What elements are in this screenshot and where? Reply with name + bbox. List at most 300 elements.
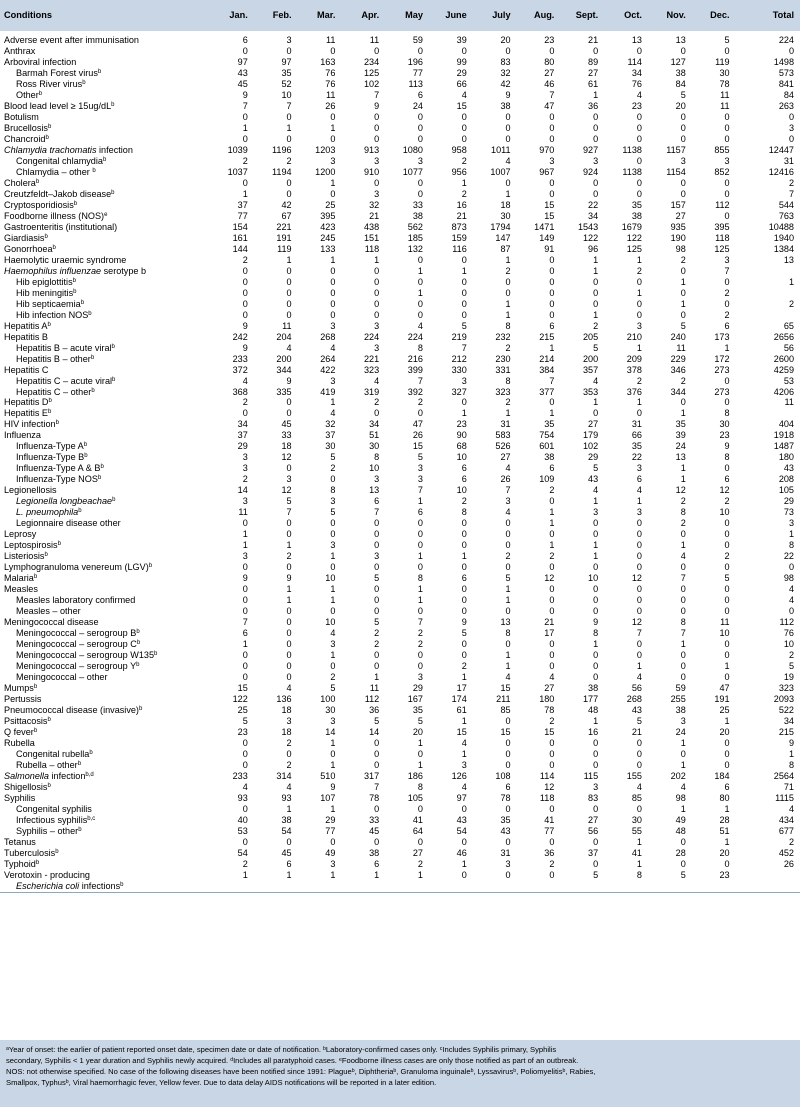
value-cell: 376 [626, 386, 642, 397]
table-row [0, 837, 800, 848]
value-cell: 45 [237, 78, 248, 89]
value-cell: 76 [631, 78, 642, 89]
value-cell: 0 [374, 836, 380, 847]
value-cell: 1 [461, 858, 467, 869]
value-cell: 323 [364, 364, 380, 375]
value-cell: 1200 [315, 166, 336, 177]
value-cell: 1 [593, 265, 599, 276]
value-cell: 7 [374, 507, 380, 518]
value-cell: 0 [417, 122, 423, 133]
value-cell: 0 [461, 562, 467, 573]
total-cell: 3 [788, 122, 794, 133]
value-cell: 2 [549, 716, 555, 727]
value-cell: 1 [374, 869, 380, 880]
value-cell: 0 [242, 672, 248, 683]
value-cell: 77 [544, 825, 555, 836]
value-cell: 31 [500, 419, 511, 430]
value-cell: 33 [412, 199, 423, 210]
table-row [0, 881, 800, 892]
value-cell: 15 [456, 100, 467, 111]
value-cell: 3 [286, 716, 292, 727]
condition-cell [0, 540, 210, 551]
condition-name: Arboviral infection [4, 56, 77, 67]
value-cell: 5 [680, 320, 686, 331]
value-cell: 0 [680, 858, 686, 869]
value-cell: 172 [714, 353, 730, 364]
condition-name: Hepatitis C – acute viral [16, 375, 113, 386]
condition-cell [0, 584, 210, 595]
value-cell: 1 [242, 869, 248, 880]
value-cell: 0 [417, 309, 423, 320]
condition-name: Influenza-Type B [16, 452, 85, 463]
value-cell: 1 [505, 661, 511, 672]
value-cell: 6 [724, 320, 730, 331]
value-cell: 0 [724, 584, 730, 595]
value-cell: 55 [631, 825, 642, 836]
total-cell: 98 [783, 573, 794, 584]
value-cell: 0 [242, 298, 248, 309]
value-cell: 924 [582, 166, 599, 177]
condition-cell [0, 694, 210, 705]
value-cell [560, 881, 604, 892]
value-cell: 29 [325, 814, 336, 825]
value-cell: 1 [593, 254, 599, 265]
value-cell: 2 [330, 463, 336, 474]
value-cell: 0 [593, 111, 599, 122]
value-cell: 0 [505, 133, 511, 144]
value-cell: 9 [330, 781, 336, 792]
total-cell: 112 [779, 617, 794, 628]
value-cell: 0 [505, 529, 511, 540]
value-cell: 1 [593, 89, 599, 100]
table-row [0, 233, 800, 244]
value-cell: 0 [286, 628, 292, 639]
value-cell: 3 [242, 463, 248, 474]
condition-cell [0, 376, 210, 387]
value-cell: 191 [714, 694, 730, 705]
condition-name: Infectious syphilis [16, 814, 88, 825]
table-row [0, 156, 800, 167]
total-cell: 31 [783, 155, 794, 166]
value-cell: 0 [461, 518, 467, 529]
value-cell: 0 [680, 111, 686, 122]
total-cell: 0 [788, 45, 794, 56]
value-cell: 0 [724, 210, 730, 221]
value-cell: 0 [461, 650, 467, 661]
condition-name: Influenza-Type A [16, 441, 84, 452]
value-cell: 61 [456, 705, 467, 716]
value-cell: 0 [680, 287, 686, 298]
value-cell: 0 [724, 276, 730, 287]
value-cell: 7 [242, 617, 248, 628]
value-cell: 0 [593, 858, 599, 869]
condition-name: Creutzfeldt–Jakob disease [4, 188, 112, 199]
value-cell: 205 [582, 331, 599, 342]
footnote-marker: b [111, 189, 115, 196]
table-row [0, 387, 800, 398]
value-cell: 0 [549, 254, 555, 265]
value-cell: 0 [374, 584, 380, 595]
value-cell: 0 [724, 858, 730, 869]
value-cell: 1037 [227, 166, 248, 177]
value-cell: 8 [680, 617, 686, 628]
value-cell: 35 [544, 419, 555, 430]
value-cell: 855 [714, 144, 730, 155]
value-cell: 0 [286, 639, 292, 650]
value-cell: 0 [330, 748, 336, 759]
value-cell: 0 [593, 759, 599, 770]
value-cell: 0 [680, 529, 686, 540]
table-row [0, 310, 800, 321]
condition-cell [0, 628, 210, 639]
value-cell: 3 [374, 551, 380, 562]
value-cell: 0 [417, 661, 423, 672]
value-cell: 3 [417, 155, 423, 166]
value-cell: 0 [374, 529, 380, 540]
value-cell: 29 [588, 452, 599, 463]
value-cell: 0 [505, 716, 511, 727]
condition-cell [0, 387, 210, 398]
value-cell: 29 [237, 441, 248, 452]
value-cell: 4 [330, 408, 336, 419]
value-cell: 18 [281, 705, 292, 716]
condition-cell [0, 310, 210, 321]
total-cell: 26 [783, 858, 794, 869]
value-cell: 4 [549, 672, 555, 683]
value-cell: 0 [417, 177, 423, 188]
value-cell: 377 [539, 386, 555, 397]
value-cell: 2 [461, 188, 467, 199]
table-row [0, 551, 800, 562]
value-cell: 2 [636, 375, 642, 386]
total-cell: 1487 [773, 441, 794, 452]
value-cell: 4 [461, 89, 467, 100]
value-cell: 255 [670, 694, 686, 705]
value-cell: 1 [680, 474, 686, 485]
table-row [0, 815, 800, 826]
table-row [0, 562, 800, 573]
condition-name: Salmonella [4, 770, 49, 781]
total-cell: 522 [778, 705, 794, 716]
value-cell: 0 [461, 595, 467, 606]
value-cell: 0 [417, 276, 423, 287]
value-cell: 38 [500, 100, 511, 111]
total-cell: 1918 [773, 430, 794, 441]
value-cell: 0 [374, 122, 380, 133]
value-cell: 20 [675, 100, 686, 111]
value-cell: 35 [281, 67, 292, 78]
value-cell: 0 [593, 529, 599, 540]
value-cell: 221 [276, 221, 292, 232]
table-row [0, 804, 800, 815]
value-cell: 35 [631, 199, 642, 210]
value-cell: 1 [636, 397, 642, 408]
value-cell: 0 [636, 309, 642, 320]
table-row [0, 79, 800, 90]
value-cell: 1 [330, 738, 336, 748]
value-cell: 21 [544, 617, 555, 628]
value-cell: 3 [374, 342, 380, 353]
value-cell: 10 [456, 485, 467, 496]
condition-name: Rubella [4, 738, 35, 748]
condition-cell [0, 804, 210, 815]
table-row [0, 771, 800, 782]
value-cell: 3 [330, 639, 336, 650]
value-cell: 1 [461, 672, 467, 683]
condition-cell [0, 551, 210, 562]
value-cell: 0 [330, 309, 336, 320]
condition-name: Congenital rubella [16, 748, 90, 759]
value-cell: 212 [451, 353, 467, 364]
condition-cell [0, 595, 210, 606]
footnote-marker: b [73, 288, 77, 295]
value-cell: 11 [325, 35, 336, 45]
value-cell: 136 [276, 694, 292, 705]
condition-name: Tetanus [4, 836, 36, 847]
value-cell: 2 [286, 738, 292, 748]
value-cell: 3 [330, 716, 336, 727]
value-cell: 1157 [666, 144, 686, 155]
value-cell: 186 [407, 770, 423, 781]
value-cell: 210 [626, 331, 642, 342]
value-cell: 0 [636, 133, 642, 144]
footnote-marker: b [136, 662, 140, 669]
value-cell: 0 [417, 562, 423, 573]
condition-name: Legionella longbeachae [16, 496, 113, 507]
condition-cell [0, 343, 210, 354]
value-cell: 0 [549, 650, 555, 661]
value-cell: 956 [451, 166, 467, 177]
value-cell: 7 [505, 485, 511, 496]
value-cell: 0 [724, 738, 730, 748]
value-cell: 12 [719, 485, 730, 496]
condition-name: Chancroid [4, 133, 46, 144]
condition-cell [0, 57, 210, 68]
footnote-marker: b [57, 541, 61, 548]
value-cell: 0 [680, 177, 686, 188]
value-cell: 21 [369, 210, 380, 221]
value-cell: 8 [724, 408, 730, 419]
value-cell: 15 [544, 199, 555, 210]
value-cell: 0 [330, 45, 336, 56]
value-cell: 27 [500, 452, 511, 463]
condition-cell [0, 661, 210, 672]
condition-name: Haemolytic uraemic syndrome [4, 254, 127, 265]
value-cell: 0 [374, 45, 380, 56]
value-cell: 3 [417, 672, 423, 683]
value-cell: 97 [281, 56, 292, 67]
table-row [0, 639, 800, 650]
total-cell: 10488 [768, 221, 794, 232]
condition-name: Rubella – other [16, 759, 78, 770]
value-cell: 395 [714, 221, 730, 232]
condition-name: Ross River virus [16, 78, 83, 89]
table-body [0, 31, 800, 892]
condition-name: Leptospirosis [4, 540, 58, 551]
value-cell: 6 [242, 628, 248, 639]
total-cell: 4259 [773, 364, 794, 375]
value-cell: 1 [724, 342, 730, 353]
value-cell: 7 [417, 485, 423, 496]
footnote-marker: b,c [87, 815, 96, 822]
value-cell: 0 [417, 606, 423, 617]
value-cell: 12 [281, 452, 292, 463]
value-cell: 2 [330, 672, 336, 683]
value-cell: 6 [724, 474, 730, 485]
value-cell: 46 [456, 847, 467, 858]
value-cell: 754 [539, 430, 555, 441]
value-cell [692, 881, 736, 892]
value-cell: 196 [407, 56, 423, 67]
value-cell: 0 [374, 287, 380, 298]
value-cell: 35 [500, 814, 511, 825]
value-cell: 0 [417, 254, 423, 265]
value-cell: 0 [330, 276, 336, 287]
value-cell: 0 [549, 639, 555, 650]
value-cell: 11 [720, 100, 730, 111]
value-cell: 161 [232, 232, 248, 243]
value-cell: 11 [369, 683, 380, 694]
value-cell: 0 [374, 759, 380, 770]
value-cell: 66 [456, 78, 467, 89]
value-cell: 43 [588, 474, 599, 485]
condition-cell [0, 90, 210, 101]
value-cell: 5 [636, 716, 642, 727]
value-cell: 98 [675, 243, 686, 254]
value-cell: 93 [237, 792, 248, 803]
condition-name: Meningococcal – serogroup Y [16, 661, 137, 672]
total-cell: 0 [788, 111, 794, 122]
value-cell: 229 [670, 353, 686, 364]
condition-cell [0, 837, 210, 848]
value-cell: 36 [588, 100, 599, 111]
value-cell: 240 [670, 331, 686, 342]
value-cell: 83 [500, 56, 511, 67]
value-cell: 1 [549, 507, 555, 518]
value-cell: 5 [242, 716, 248, 727]
value-cell: 97 [456, 792, 467, 803]
value-cell: 7 [636, 628, 642, 639]
value-cell [385, 881, 429, 892]
footnote-marker: b [89, 749, 93, 756]
header-conditions: Conditions [4, 10, 52, 20]
value-cell: 4 [286, 781, 292, 792]
value-cell: 38 [675, 705, 686, 716]
value-cell: 214 [539, 353, 555, 364]
value-cell: 4 [330, 628, 336, 639]
value-cell: 4 [636, 672, 642, 683]
value-cell: 200 [582, 353, 599, 364]
value-cell: 41 [631, 847, 642, 858]
header-sept: Sept. [575, 10, 599, 20]
value-cell: 1 [680, 738, 686, 748]
value-cell: 0 [636, 562, 642, 573]
value-cell: 3 [374, 320, 380, 331]
value-cell: 1 [724, 803, 730, 814]
condition-name: Adverse event after immunisation [4, 35, 139, 45]
value-cell: 0 [417, 529, 423, 540]
value-cell: 17 [544, 628, 555, 639]
value-cell: 1 [286, 803, 292, 814]
value-cell: 0 [286, 518, 292, 529]
value-cell: 219 [451, 331, 467, 342]
value-cell: 0 [593, 562, 599, 573]
value-cell: 2 [724, 309, 730, 320]
value-cell: 2 [242, 155, 248, 166]
value-cell: 20 [719, 727, 730, 738]
total-cell: 2093 [773, 694, 794, 705]
value-cell: 3 [330, 375, 336, 386]
total-cell: 43 [783, 463, 794, 474]
condition-name: Influenza [4, 430, 41, 441]
header-feb: Feb. [272, 10, 292, 20]
value-cell: 3 [505, 496, 511, 507]
condition-cell [0, 123, 210, 134]
value-cell: 0 [724, 529, 730, 540]
value-cell: 0 [242, 287, 248, 298]
header-oct: Oct. [624, 10, 642, 20]
total-cell: 180 [778, 452, 794, 463]
total-cell: 19 [783, 672, 794, 683]
condition-name: Congenital chlamydia [16, 155, 103, 166]
condition-name: Lymphogranuloma venereum (LGV) [4, 562, 149, 573]
value-cell: 202 [670, 770, 686, 781]
condition-name: Hepatitis E [4, 408, 48, 419]
value-cell: 1 [330, 759, 336, 770]
value-cell: 47 [544, 100, 555, 111]
condition-cell [0, 815, 210, 826]
footnote-marker: e [104, 211, 108, 218]
value-cell: 1 [680, 298, 686, 309]
value-cell: 85 [631, 792, 642, 803]
value-cell [298, 881, 342, 892]
condition-name: Mumps [4, 683, 34, 694]
value-cell: 9 [724, 441, 730, 452]
value-cell: 24 [675, 727, 686, 738]
value-cell: 0 [461, 869, 467, 880]
value-cell: 9 [593, 617, 599, 628]
total-cell: 573 [778, 67, 794, 78]
value-cell: 78 [369, 792, 380, 803]
value-cell: 1 [286, 584, 292, 595]
value-cell: 0 [505, 738, 511, 748]
value-cell: 1 [593, 716, 599, 727]
value-cell: 2 [286, 551, 292, 562]
value-cell: 116 [452, 243, 467, 254]
value-cell: 125 [626, 243, 642, 254]
value-cell: 0 [636, 606, 642, 617]
value-cell: 1 [593, 551, 599, 562]
value-cell: 0 [636, 155, 642, 166]
value-cell: 0 [286, 276, 292, 287]
total-cell: 224 [778, 35, 794, 45]
value-cell: 2 [242, 397, 248, 408]
value-cell: 0 [636, 408, 642, 419]
value-cell: 5 [374, 573, 380, 584]
value-cell: 1 [330, 254, 336, 265]
value-cell: 90 [456, 430, 467, 441]
footnote-marker: b [97, 68, 102, 75]
condition-name: Hib infection NOS [16, 309, 89, 320]
value-cell: 35 [412, 705, 423, 716]
table-row [0, 474, 800, 485]
value-cell: 224 [364, 331, 380, 342]
value-cell: 17 [456, 683, 467, 694]
value-cell: 125 [364, 67, 380, 78]
value-cell: 2 [724, 496, 730, 507]
header-nov: Nov. [666, 10, 686, 20]
footnote-marker: b [77, 760, 82, 767]
